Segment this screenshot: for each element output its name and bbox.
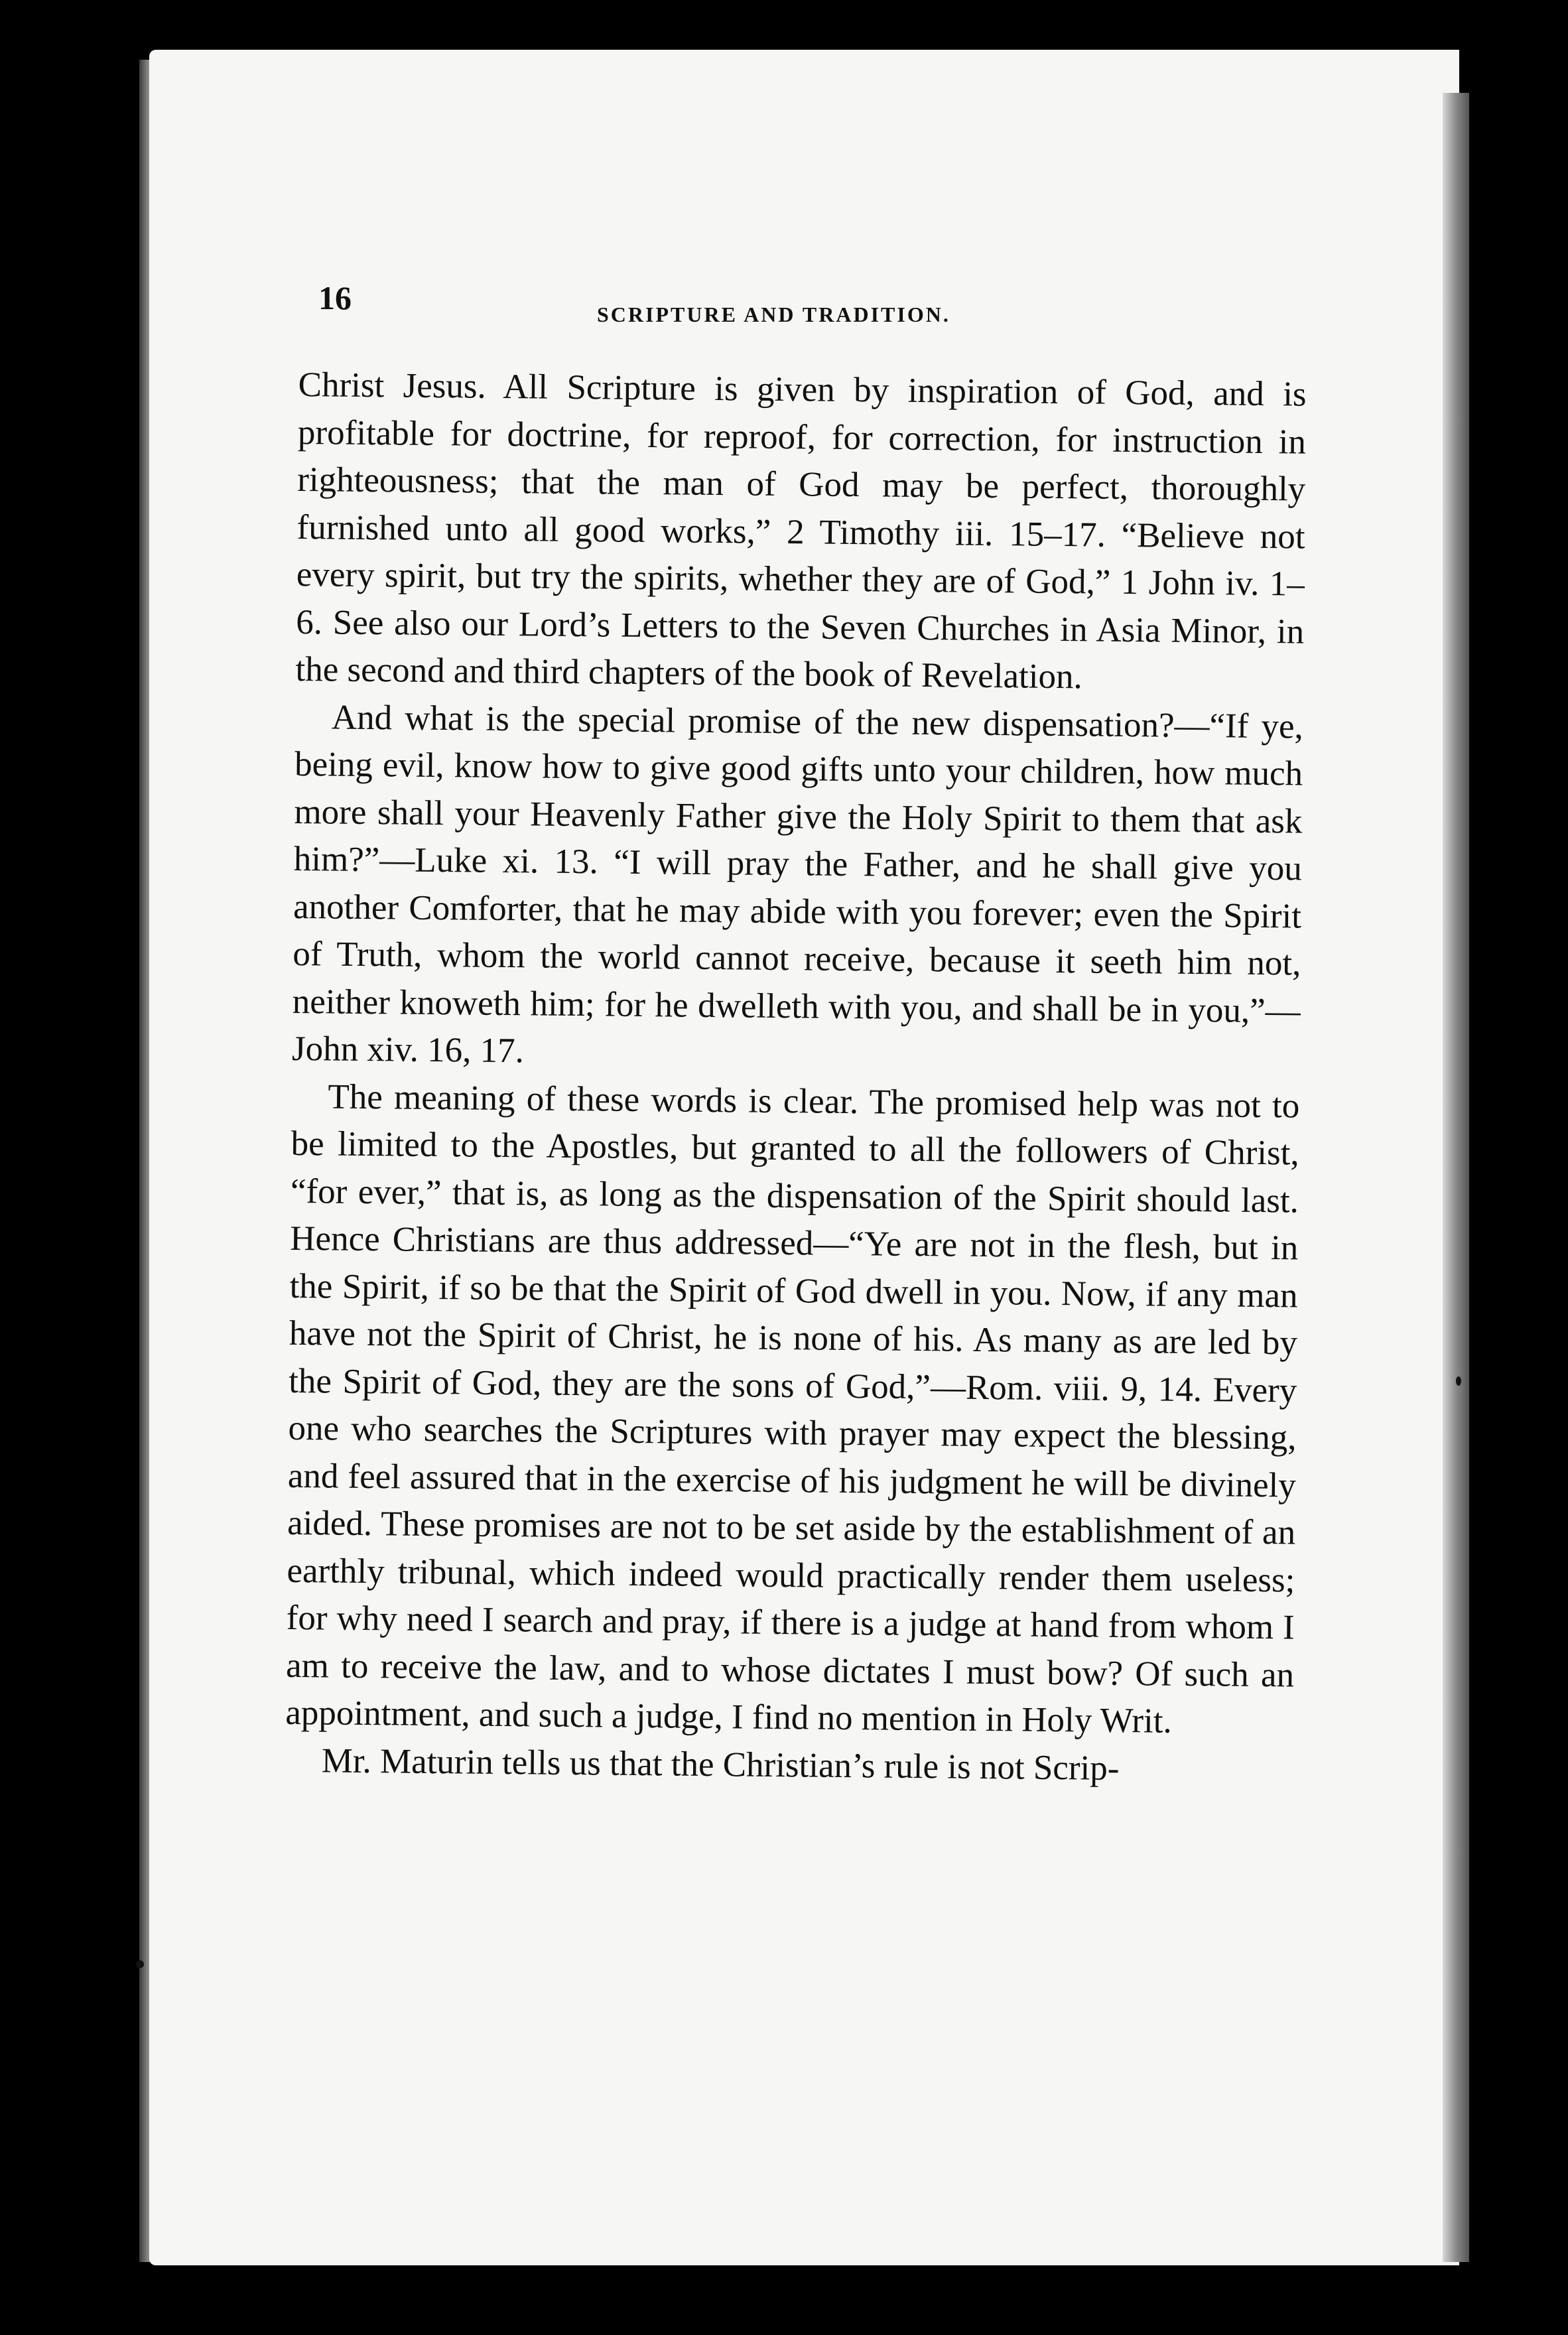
paragraph-4: Mr. Maturin tells us that the Christian’s rule is not Scrip- bbox=[321, 1741, 1120, 1788]
page-number: 16 bbox=[318, 279, 352, 316]
scan-speck bbox=[136, 1960, 144, 1968]
paragraph-3: The meaning of these words is clear. The promised help was not to be limited to the Apostles, but granted to all the followers of Christ, “for ever,” that is, as long as the dispensation of the Spirit should last. Hence Christians are thus addressed—“Ye are not in the flesh, but in the Spirit, if so be that the Spirit of God dwell in you. Now, if any man have not the Spirit of Christ, he is none of his. As many as are led by the Spirit of God, they are the sons of God,”—Rom. viii. 9, 14. Every one who searches the Scriptures with prayer may expect the blessing, and feel assured that in the exercise of his judgment he will be divinely aided. These promises are not to be set aside by the establishment of an earthly tribunal, which indeed would practically render them useless; for why need I search and pray, if there is a judge at hand from whom I am to receive the law, and to whose dictates I must bow? Of such an appointment, and such a judge, I find no mention in Holy Writ. bbox=[285, 1077, 1300, 1741]
paragraph-1: Christ Jesus. All Scripture is given by inspiration of God, and is profitable for doctrine, for reproof, for correction, for instruction in righteousness; that the man of God may be perfect, thoroughly furnished unto all good works,” 2 Timothy iii. 15–17. “Believe not every spirit, but try the spirits, whether they are of God,” 1 John iv. 1–6. See also our Lord’s Letters to the Seven Churches in Asia Minor, in the second and third chapters of the book of Revelation. bbox=[295, 365, 1307, 697]
scan-speck bbox=[1456, 1376, 1461, 1386]
gutter-shadow bbox=[1443, 93, 1469, 2262]
paragraph-2: And what is the special promise of the new dispensation?—“If ye, being evil, know how to give good gifts unto your children, how much more shall your Heavenly Father give the Holy Spirit to them that ask him?”—Luke xi. 13. “I will pray the Father, and he shall give you another Comforter, that he may abide with you forever; even the Spirit of Truth, whom the world cannot receive, because it seeth him not, neither knoweth him; for he dwelleth with you, and shall be in you,”—John xiv. 16, 17. bbox=[291, 698, 1304, 1071]
running-head: SCRIPTURE AND TRADITION. bbox=[597, 302, 950, 326]
page-header bbox=[318, 279, 1300, 332]
body-text bbox=[285, 362, 1307, 1794]
